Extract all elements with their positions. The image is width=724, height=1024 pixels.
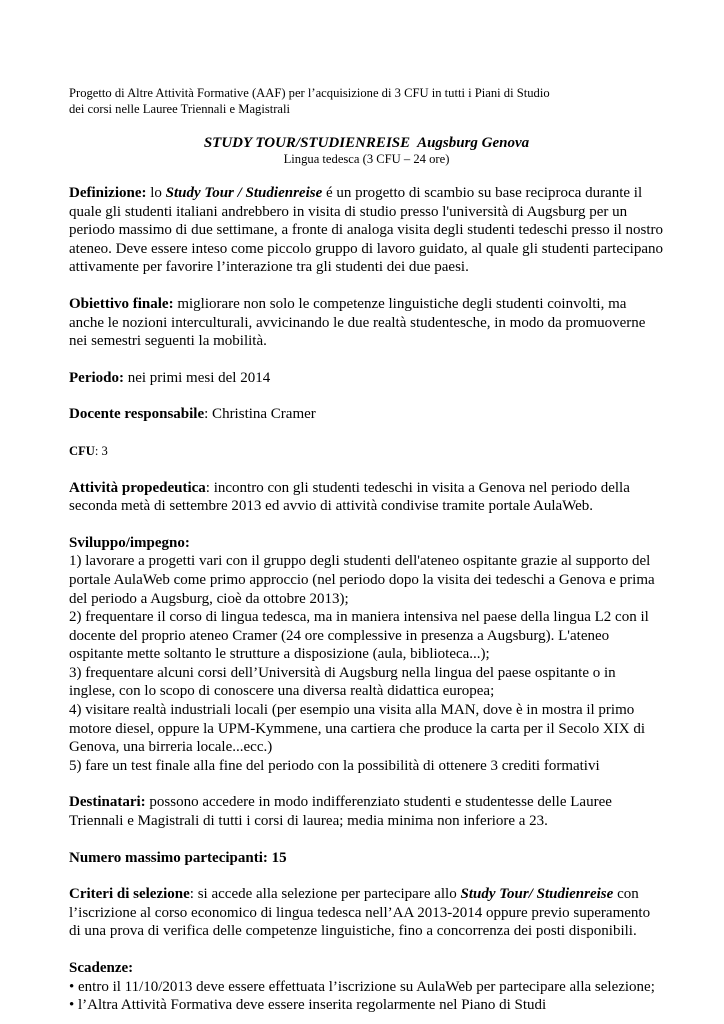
section-periodo — [69, 369, 664, 388]
section-sviluppo — [69, 534, 664, 776]
section-criteri — [69, 885, 664, 941]
sviluppo-item: 4) visitare realtà industriali locali (per esempio una visita alla MAN, dove è in mostra il primo motore diesel, oppure la UPM-Kymmene, una cartiera che produce la carta per il Secolo XIX di Genova, una birreria locale...ecc.) — [69, 702, 646, 756]
document-header — [69, 86, 664, 117]
cfu-text: : 3 — [94, 443, 108, 458]
sviluppo-item: 1) lavorare a progetti vari con il gruppo degli studenti dell'ateneo ospitante grazie al supporto del portale AulaWeb come primo approccio (nel periodo dopo la visita dei tedeschi a Genova e prima del periodo a Augsburg, cioè da ottobre 2013); — [69, 553, 655, 607]
section-obiettivo — [69, 295, 664, 351]
definizione-text: é un progetto di scambio su base reciproca durante il quale gli studenti italiani andrebbero in visita di studio presso l'università di Augsburg per un periodo massimo di due settimane, a fronte di analoga visita degli studenti tedeschi presso il nostro ateneo. Deve essere inteso come piccolo gruppo di lavoro guidato, al quale gli studenti partecipano attivamente per favorire l’interazione tra gli studenti dei due paesi. — [69, 185, 664, 276]
destinatari-label: Destinatari: — [69, 794, 146, 811]
propedeutica-text: : incontro con gli studenti tedeschi in visita a Genova nel periodo della seconda metà di settembre 2013 ed avvio di attività condivise tramite portale AulaWeb. — [69, 479, 630, 515]
section-propedeutica — [69, 479, 664, 516]
definizione-pre: lo — [146, 185, 166, 201]
periodo-text: nei primi mesi del 2014 — [123, 369, 271, 386]
title-block — [69, 134, 664, 167]
criteri-emph: Study Tour/ Studienreise — [460, 886, 614, 903]
docente-text: : Christina Cramer — [204, 406, 316, 423]
header-line-1: Progetto di Altre Attività Formative (AAF) per l’acquisizione di 3 CFU in tutti i Piani di Studio — [69, 86, 550, 100]
destinatari-text: possono accedere in modo indifferenziato studenti e studentesse delle Lauree Triennali e Magistrali di tutti i corsi di laurea; media minima non inferiore a 23. — [69, 794, 612, 830]
criteri-text: con l’iscrizione al corso economico di lingua tedesca nell’AA 2013-2014 oppure previo superamento di una prova di verifica delle competenze linguistiche, fino a concorrenza dei posti disponibili. — [69, 886, 651, 940]
definizione-emph: Study Tour / Studienreise — [165, 185, 323, 201]
criteri-label: Criteri di selezione — [69, 886, 190, 903]
scadenze-label: Scadenze: — [69, 960, 134, 976]
section-cfu — [69, 442, 664, 461]
document-title: STUDY TOUR/STUDIENREISE Augsburg Genova — [203, 135, 530, 151]
header-line-2: dei corsi nelle Lauree Triennali e Magistrali — [69, 101, 291, 116]
sviluppo-label: Sviluppo/impegno: — [69, 534, 190, 551]
section-definizione — [69, 184, 664, 277]
section-docente — [69, 405, 664, 424]
scadenze-item: • l’Altra Attività Formativa deve essere inserita regolarmente nel Piano di Studi — [69, 997, 547, 1014]
propedeutica-label: Attività propedeutica — [69, 479, 206, 496]
section-scadenze — [69, 959, 664, 1015]
section-partecipanti — [69, 849, 664, 868]
obiettivo-label: Obiettivo finale: — [69, 295, 174, 312]
definizione-label: Definizione: — [69, 185, 147, 201]
section-destinatari — [69, 793, 664, 830]
scadenze-item: • entro il 11/10/2013 deve essere effettuata l’iscrizione su AulaWeb per partecipare alla selezione; — [69, 978, 655, 995]
partecipanti-label: Numero massimo partecipanti: 15 — [69, 849, 287, 866]
criteri-pre: : si accede alla selezione per partecipare allo — [189, 886, 461, 903]
cfu-label: CFU — [69, 443, 95, 458]
sviluppo-item: 3) frequentare alcuni corsi dell’Università di Augsburg nella lingua del paese ospitante o in inglese, con lo scopo di conoscere una diversa realtà didattica europea; — [69, 664, 616, 700]
sviluppo-item: 5) fare un test finale alla fine del periodo con la possibilità di ottenere 3 crediti formativi — [69, 757, 600, 774]
obiettivo-text: migliorare non solo le competenze linguistiche degli studenti coinvolti, ma anche le nozioni interculturali, avvicinando le due realtà studentesche, in modo da promuoverne nei semestri seguenti la mobilità. — [69, 295, 646, 350]
docente-label: Docente responsabile — [69, 406, 205, 423]
document-subtitle: Lingua tedesca (3 CFU – 24 ore) — [283, 152, 450, 166]
sviluppo-item: 2) frequentare il corso di lingua tedesca, ma in maniera intensiva nel paese della lingua L2 con il docente del proprio ateneo Cramer (24 ore complessive in presenza a Augsburg). L'ateneo ospitante mette soltanto le strutture a disposizione (aula, biblioteca...); — [69, 609, 649, 663]
periodo-label: Periodo: — [69, 369, 124, 386]
